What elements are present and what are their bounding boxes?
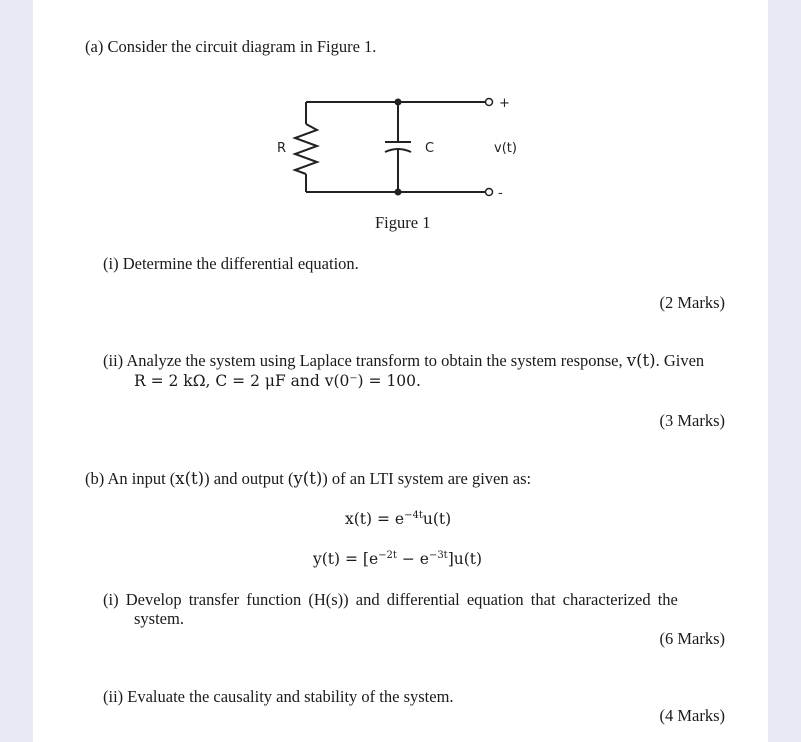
minus-label: - [498, 186, 503, 201]
part-a-q2-marks: (3 Marks) [659, 411, 725, 430]
equation-x: $x(t) = e^{-4t}u(t)$ [345, 509, 452, 528]
part-a-q1-marks: (2 Marks) [659, 293, 725, 312]
part-a-q2-line2: R = 2 kΩ, C = 2 μF and v(0⁻) = 100. [134, 372, 421, 390]
capacitor-label: C [425, 141, 435, 156]
part-b-q2-marks: (4 Marks) [659, 706, 725, 725]
part-a-q1-text: (i) Determine the differential equation. [103, 254, 359, 273]
part-a-heading: (a) Consider the circuit diagram in Figure 1. [85, 37, 377, 56]
document-page [33, 0, 768, 742]
part-b-q1-line1: (i) Develop transfer function (H(s)) and differential equation that characterized the [103, 590, 678, 609]
equation-y: $y(t) = [e^{-2t} - e^{-3t}]u(t)$ [313, 549, 483, 568]
part-b-q2-text: (ii) Evaluate the causality and stability of the system. [103, 687, 454, 706]
part-a-q2-line1: (ii) Analyze the system using Laplace transform to obtain the system response, v(t). Given [103, 351, 705, 370]
voltage-label: v(t) [494, 141, 517, 156]
part-b-heading: (b) An input (x(t)) and output (y(t)) of an LTI system are given as: [85, 469, 532, 488]
terminal-plus [486, 99, 493, 106]
part-b-q1-marks: (6 Marks) [659, 629, 725, 648]
terminal-minus [486, 189, 493, 196]
junction-bottom [395, 189, 402, 196]
resistor-label: R [277, 141, 287, 156]
figure-caption: Figure 1 [375, 213, 431, 232]
circuit-diagram [273, 88, 533, 208]
plus-label: + [499, 96, 510, 111]
junction-top [395, 99, 402, 106]
part-b-q1-line2: system. [134, 609, 184, 628]
resistor-symbol [295, 124, 317, 174]
